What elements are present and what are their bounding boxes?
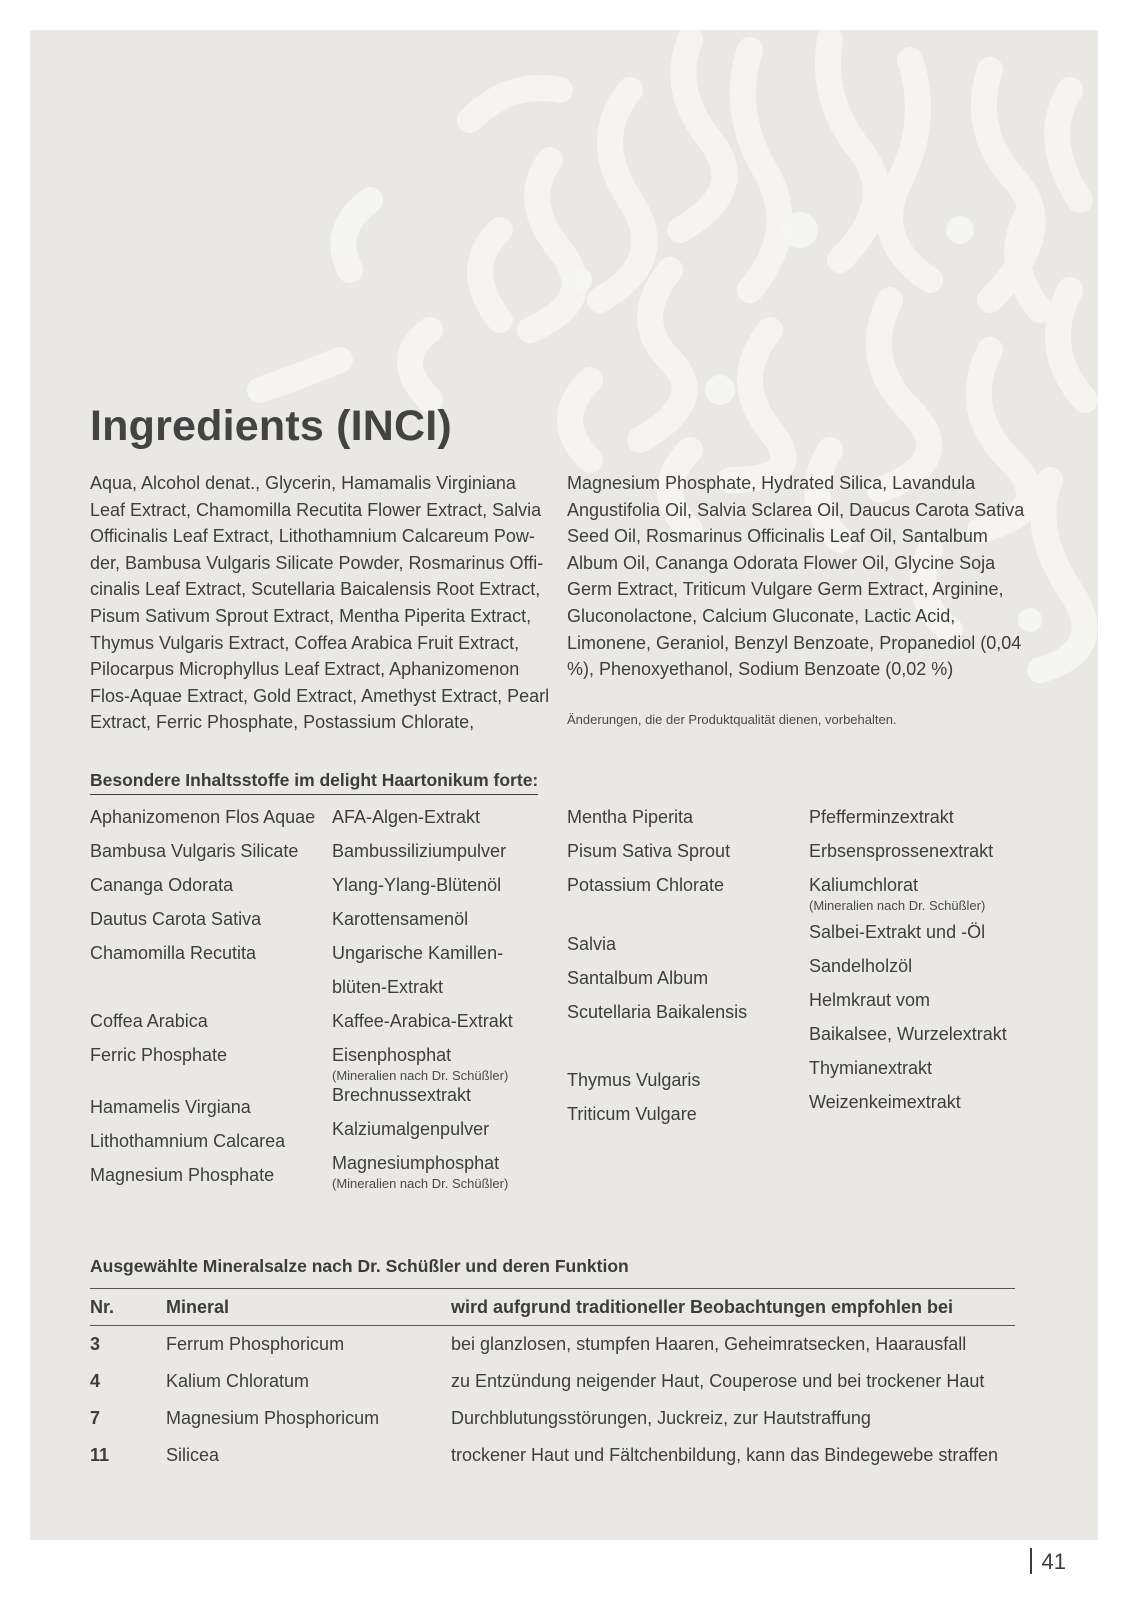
list-item: Lithothamnium Calcarea bbox=[90, 1131, 286, 1151]
list-item: Chamomilla Recutita bbox=[90, 943, 257, 963]
cell-nr: 4 bbox=[90, 1371, 101, 1391]
list-item: Mentha Piperita bbox=[567, 807, 694, 827]
list-item: Bambusa Vulgaris Silicate bbox=[90, 841, 299, 861]
list-item: Brechnussextrakt bbox=[332, 1085, 472, 1105]
cell-recommendation: zu Entzündung neigender Haut, Couperose und bei trockener Haut bbox=[451, 1371, 985, 1391]
inci-list-left: Aqua, Alcohol denat., Glycerin, Hamamalis Virginiana Leaf Extract, Chamomilla Recutita Flower Extract, Salvia Officinalis Leaf Extract, Lithothamnium Calcareum Powder, Bambusa Vulgaris Silicate Powder, Rosmarinus Officinalis Leaf Extract, Scutellaria Baicalensis Root Extract, Pisum Sativum Sprout Extract, Mentha Piperita Extract, Thymus Vulgaris Extract, Coffea Arabica Fruit Extract, Pilocarpus Microphyllus Leaf Extract, Aphanizomenon Flos-Aquae Extract, Gold Extract, Amethyst Extract, Pearl Extract, Ferric Phosphate, Postassium Chlorate, bbox=[90, 473, 550, 733]
cell-mineral: Ferrum Phosphoricum bbox=[166, 1334, 345, 1354]
list-item: Kaliumchlorat bbox=[809, 875, 919, 895]
list-item: Potassium Chlorate bbox=[567, 875, 725, 895]
special-german-names-right bbox=[809, 800, 1007, 1119]
list-item: Sandelholzöl bbox=[809, 956, 913, 976]
cell-recommendation: trockener Haut und Fältchenbildung, kann das Bindegewebe straffen bbox=[451, 1445, 999, 1465]
table-row bbox=[90, 1437, 1015, 1474]
list-item: Salbei-Extrakt und -Öl bbox=[809, 922, 986, 942]
list-item: Magnesiumphosphat bbox=[332, 1153, 500, 1173]
list-item: Ungarische Kamillen- bbox=[332, 943, 504, 963]
cell-recommendation: bei glanzlosen, stumpfen Haaren, Geheimratsecken, Haarausfall bbox=[451, 1334, 967, 1354]
list-item-spacer bbox=[90, 970, 315, 1004]
list-item: Erbsensprossenextrakt bbox=[809, 841, 994, 861]
table-row bbox=[90, 1400, 1015, 1437]
list-item: Magnesium Phosphate bbox=[90, 1165, 275, 1185]
special-ingredients-heading: Besondere Inhaltsstoffe im delight Haartonikum forte: bbox=[90, 770, 538, 795]
page-title: Ingredients (INCI) bbox=[90, 402, 452, 450]
list-item: Kalziumalgenpulver bbox=[332, 1119, 490, 1139]
list-item: Pisum Sativa Sprout bbox=[567, 841, 731, 861]
column-header-recommendation: wird aufgrund traditioneller Beobachtungen empfohlen bei bbox=[451, 1289, 1015, 1326]
cell-mineral: Kalium Chloratum bbox=[166, 1371, 310, 1391]
list-item: Scutellaria Baikalensis bbox=[567, 1002, 748, 1022]
table-header-row bbox=[90, 1289, 1015, 1326]
special-german-names-left bbox=[332, 800, 513, 1194]
cell-nr: 3 bbox=[90, 1334, 101, 1354]
list-item: Cananga Odorata bbox=[90, 875, 234, 895]
list-gap bbox=[90, 1072, 315, 1090]
disclaimer-note: Änderungen, die der Produktqualität dienen, vorbehalten. bbox=[567, 712, 897, 727]
list-item: Weizenkeimextrakt bbox=[809, 1092, 961, 1112]
page-number-divider bbox=[1030, 1548, 1032, 1574]
column-header-nr: Nr. bbox=[90, 1289, 166, 1326]
list-item: Coffea Arabica bbox=[90, 1011, 208, 1031]
list-note: (Mineralien nach Dr. Schüßler) bbox=[332, 1176, 509, 1191]
list-note: (Mineralien nach Dr. Schüßler) bbox=[809, 898, 986, 913]
page-number bbox=[1030, 1548, 1066, 1575]
list-item: Dautus Carota Sativa bbox=[90, 909, 262, 929]
list-item: Ferric Phosphate bbox=[90, 1045, 228, 1065]
list-item: Santalbum Album bbox=[567, 968, 709, 988]
list-item: Triticum Vulgare bbox=[567, 1104, 697, 1124]
list-gap bbox=[567, 902, 747, 927]
list-item: Helmkraut vom bbox=[809, 990, 931, 1010]
list-note: (Mineralien nach Dr. Schüßler) bbox=[332, 1068, 509, 1083]
list-item: Baikalsee, Wurzelextrakt bbox=[809, 1024, 1007, 1044]
list-item: Thymus Vulgaris bbox=[567, 1070, 701, 1090]
list-item: Salvia bbox=[567, 934, 617, 954]
special-latin-names-right bbox=[567, 800, 747, 1131]
cell-nr: 11 bbox=[90, 1445, 110, 1465]
list-item: Aphanizomenon Flos Aquae bbox=[90, 807, 316, 827]
cell-mineral: Magnesium Phosphoricum bbox=[166, 1408, 380, 1428]
inci-list-right: Magnesium Phosphate, Hydrated Silica, Lavandula Angustifolia Oil, Salvia Sclarea Oil, Daucus Carota Sativa Seed Oil, Rosmarinus Officinalis Leaf Oil, Santalbum Album Oil, Cananga Odorata Flower Oil, Glycine Soja Germ Extract, Triticum Vulgare Germ Extract, Arginine, Gluconolactone, Calcium Gluconate, Lactic Acid, Limonene, Geraniol, Benzyl Benzoate, Propanediol (0,04 %), Phenoxyethanol, Sodium Benzoate (0,02 %) bbox=[567, 473, 1025, 680]
table-row bbox=[90, 1363, 1015, 1400]
list-item: Bambussiliziumpulver bbox=[332, 841, 507, 861]
list-item: Ylang-Ylang-Blütenöl bbox=[332, 875, 502, 895]
list-item: blüten-Extrakt bbox=[332, 977, 444, 997]
cell-nr: 7 bbox=[90, 1408, 101, 1428]
list-item: Eisenphosphat bbox=[332, 1045, 452, 1065]
content-panel bbox=[30, 30, 1098, 1540]
special-latin-names-left bbox=[90, 800, 315, 1192]
cell-recommendation: Durchblutungsstörungen, Juckreiz, zur Hautstraffung bbox=[451, 1408, 871, 1428]
cell-mineral: Silicea bbox=[166, 1445, 220, 1465]
list-item: Pfefferminzextrakt bbox=[809, 807, 954, 827]
list-item: Karottensamenöl bbox=[332, 909, 469, 929]
list-item: Hamamelis Virgiana bbox=[90, 1097, 251, 1117]
column-header-mineral: Mineral bbox=[166, 1289, 451, 1326]
list-item-spacer bbox=[567, 1029, 747, 1063]
page-number-label: 41 bbox=[1041, 1549, 1066, 1574]
table-row bbox=[90, 1326, 1015, 1364]
list-item: AFA-Algen-Extrakt bbox=[332, 807, 481, 827]
mineral-salts-heading: Ausgewählte Mineralsalze nach Dr. Schüßler und deren Funktion bbox=[90, 1256, 629, 1276]
mineral-salts-table bbox=[90, 1288, 1015, 1474]
list-item: Thymianextrakt bbox=[809, 1058, 933, 1078]
list-item: Kaffee-Arabica-Extrakt bbox=[332, 1011, 513, 1031]
